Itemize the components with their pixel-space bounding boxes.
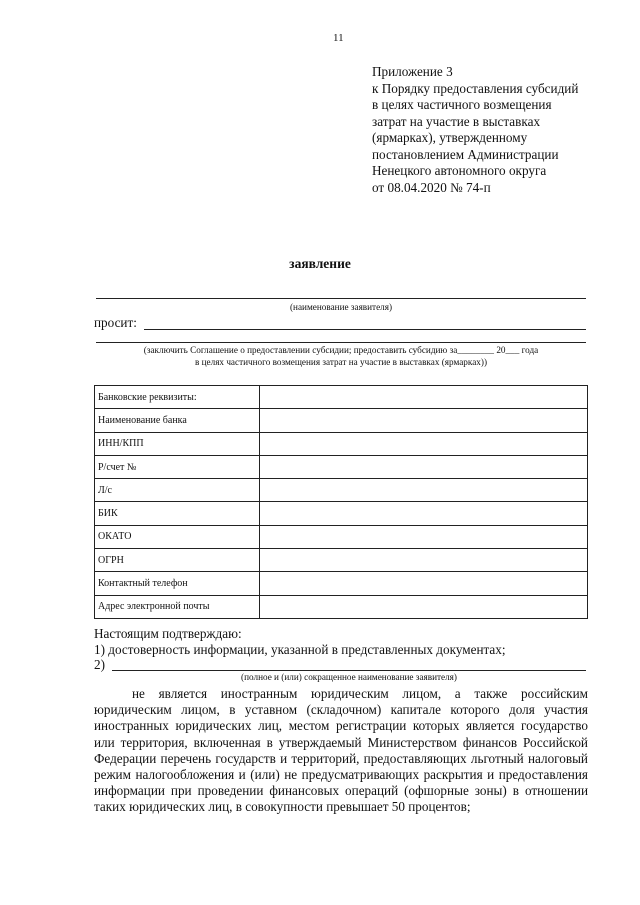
- row-label: Контактный телефон: [95, 572, 260, 595]
- row-label: ИНН/КПП: [95, 432, 260, 455]
- row-value[interactable]: [260, 479, 588, 502]
- row-value[interactable]: [260, 525, 588, 548]
- full-name-line[interactable]: [112, 670, 586, 671]
- row-value[interactable]: [260, 572, 588, 595]
- row-value[interactable]: [260, 455, 588, 478]
- row-label: ОКАТО: [95, 525, 260, 548]
- appendix-block: [372, 64, 632, 196]
- applicant-name-line[interactable]: [96, 298, 586, 299]
- row-label: Наименование банка: [95, 409, 260, 432]
- table-row: [95, 432, 588, 455]
- appendix-line: постановлением Администрации: [372, 146, 559, 162]
- request-caption-2: в целях частичного возмещения затрат на участие в выставках (ярмарках)): [194, 357, 487, 367]
- request-caption-1: (заключить Соглашение о предоставлении субсидии; предоставить субсидию за________ 20___ года: [143, 345, 539, 355]
- applicant-caption: (наименование заявителя): [289, 302, 393, 312]
- page-number: 11: [333, 32, 344, 44]
- table-row: [95, 386, 588, 409]
- row-value[interactable]: [260, 386, 588, 409]
- asks-line[interactable]: [144, 329, 586, 330]
- row-label: ОГРН: [95, 549, 260, 572]
- appendix-line: от 08.04.2020 № 74-п: [372, 179, 491, 195]
- appendix-line: затрат на участие в выставках: [372, 113, 541, 129]
- paragraph: не является иностранным юридическим лицом, а также российским юридическим лицом, в уставном (складочном) капитале которого доля участия иностранных юридических лиц, местом регистрации которых является государство или территория, включенная в утверждаемый Министерством финансов Российской Федерации перечень государств и территорий, предоставляющих льготный налоговый режим налогообложения и (или) не предусматривающих раскрытия и предоставления информации при проведении финансовых операций (офшорные зоны) в отношении таких юридических лиц, в совокупности превышает 50 процентов;: [94, 686, 588, 815]
- asks-label: просит:: [94, 315, 137, 330]
- row-label: БИК: [95, 502, 260, 525]
- table-row: [95, 549, 588, 572]
- table-row: [95, 525, 588, 548]
- confirm-item-2-prefix: 2): [94, 657, 105, 672]
- appendix-line: Ненецкого автономного округа: [372, 163, 547, 178]
- appendix-line: к Порядку предоставления субсидий: [372, 80, 579, 96]
- asks-line-2[interactable]: [96, 342, 586, 343]
- row-value[interactable]: [260, 432, 588, 455]
- row-value[interactable]: [260, 409, 588, 432]
- bank-requisites-table: [94, 385, 588, 619]
- row-label: Банковские реквизиты:: [95, 386, 260, 409]
- document-title: заявление: [289, 256, 351, 271]
- table-row: [95, 572, 588, 595]
- full-name-caption: (полное и (или) сокращенное наименование заявителя): [241, 672, 457, 682]
- table-row: [95, 502, 588, 525]
- confirm-heading: Настоящим подтверждаю:: [94, 626, 242, 641]
- row-label: Р/счет №: [95, 455, 260, 478]
- row-label: Л/с: [95, 479, 260, 502]
- appendix-line: в целях частичного возмещения: [372, 97, 552, 112]
- table-row: [95, 479, 588, 502]
- row-value[interactable]: [260, 595, 588, 618]
- row-value[interactable]: [260, 502, 588, 525]
- table-row: [95, 595, 588, 618]
- table-row: [95, 455, 588, 478]
- appendix-line: (ярмарках), утвержденному: [372, 130, 528, 145]
- row-value[interactable]: [260, 549, 588, 572]
- appendix-line: Приложение 3: [372, 64, 453, 79]
- row-label: Адрес электронной почты: [95, 595, 260, 618]
- table-row: [95, 409, 588, 432]
- confirm-item-1: 1) достоверность информации, указанной в представленных документах;: [94, 642, 506, 657]
